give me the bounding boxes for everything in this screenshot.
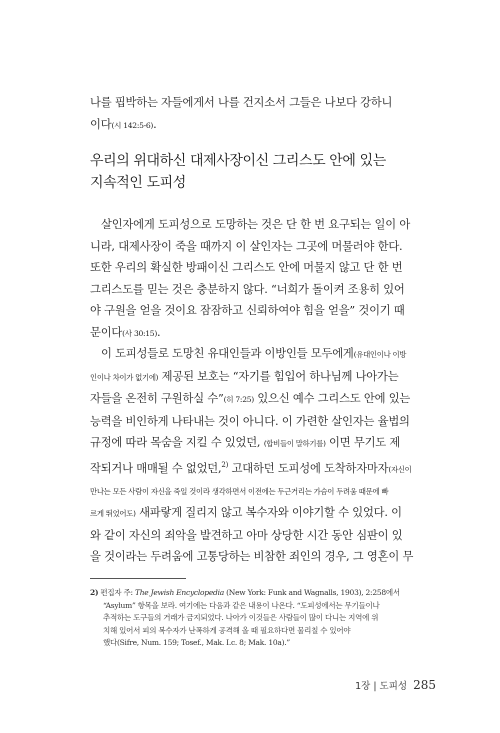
text-span: 새파랗게 질리지 않고 복수자와 이야기할 수 있었다. 이 bbox=[135, 506, 402, 520]
page-footer bbox=[355, 678, 436, 692]
text-line bbox=[90, 502, 435, 525]
text-span: 이다 bbox=[90, 117, 112, 131]
text-line: 살인자에게 도피성으로 도망하는 것은 단 한 번 요구되는 일이 아 bbox=[101, 218, 411, 231]
footnote-line: 했다(Sifre, Num. 159; Tosef., Mak. I.c. 8; Mak. 10a).” bbox=[103, 638, 290, 648]
footnote-divider bbox=[90, 578, 186, 579]
aside-note: 르게 뛰었어도) bbox=[90, 509, 136, 519]
aside-note: (자신이 bbox=[388, 464, 412, 474]
text-line bbox=[90, 455, 435, 480]
aside-note: (유대인이나 이방 bbox=[353, 350, 407, 359]
text-span: 이면 무기도 제 bbox=[325, 436, 401, 449]
text-line bbox=[90, 322, 435, 345]
text-span: . bbox=[153, 117, 157, 131]
footnote-line: “Asylum” 항목을 보라. 여기에는 다음과 같은 내용이 나온다. “도피성에서는 무기들이나 bbox=[103, 600, 380, 610]
text-line bbox=[90, 366, 435, 389]
text-span: 편집자 주: bbox=[100, 588, 135, 597]
aside-note: (합비들이 말하기를) bbox=[263, 439, 326, 448]
footnote-number: 2) bbox=[90, 588, 99, 597]
text-span: (New York: Funk and Wagnalls, 1903), 2:258에서 bbox=[223, 588, 400, 597]
scripture-reference: (사 30:15) bbox=[122, 328, 157, 338]
footnote-marker: 2) bbox=[221, 460, 229, 469]
text-line: 야 구원을 얻을 것이요 잠잠하고 신뢰하여야 힘을 얻을” 것이기 때 bbox=[90, 304, 405, 317]
text-span: 고대하던 도피성에 도착하자마자 bbox=[228, 461, 389, 475]
text-line: 을 것이라는 두려움에 고통당하는 비참한 죄인의 경우, 그 영혼이 무 bbox=[90, 550, 414, 564]
text-line: 나를 핍박하는 자들에게서 나를 건지소서 그들은 나보다 강하니 bbox=[90, 96, 393, 109]
top-paragraph bbox=[90, 92, 435, 136]
text-line bbox=[90, 480, 435, 503]
heading-line: 지속적인 도피성 bbox=[90, 175, 186, 191]
scripture-reference: (시 142:5-6) bbox=[111, 120, 154, 130]
body-paragraph-2 bbox=[90, 343, 435, 568]
text-line bbox=[90, 432, 435, 455]
text-span: 있으신 예수 그리스도 안에 있는 bbox=[253, 392, 411, 405]
aside-note: 만나는 모든 사람이 자신을 죽일 것이라 생각하면서 이전에는 두근거리는 가슴이 두려움 때문에 빠 bbox=[90, 486, 389, 496]
footnote-line: 치해 있어서 피의 복수자가 난폭하게 공격해 올 때 필요하다면 물리칠 수 있어야 bbox=[103, 625, 351, 635]
text-span: 이 도피성들로 도망친 유대인들과 이방인들 모두에게 bbox=[101, 347, 354, 360]
text-line bbox=[90, 388, 435, 411]
scripture-reference: (히 7:25) bbox=[223, 395, 254, 404]
text-line: 그리스도를 믿는 것은 충분하지 않다. “너희가 돌이켜 조용히 있어 bbox=[90, 282, 405, 296]
text-span: 자들을 온전히 구원하실 수” bbox=[90, 392, 224, 405]
footnote-line bbox=[90, 587, 435, 600]
text-span: 문이다 bbox=[90, 325, 123, 339]
section-heading bbox=[90, 150, 435, 194]
heading-line: 우리의 위대하신 대제사장이신 그리스도 안에 있는 bbox=[90, 153, 386, 169]
text-line bbox=[90, 343, 435, 366]
text-line bbox=[90, 114, 435, 137]
body-paragraph-1 bbox=[90, 214, 435, 344]
page-number: 285 bbox=[413, 678, 436, 692]
text-span: 제공된 보호는 “자기를 힘입어 하나님께 나아가는 bbox=[158, 369, 399, 383]
book-title: The Jewish Encyclopedia bbox=[134, 588, 224, 597]
text-line: 능력을 비인하게 나타내는 것이 아니다. 이 가련한 살인자는 율법의 bbox=[90, 414, 410, 428]
text-span: . bbox=[157, 325, 161, 339]
aside-note: 인이나 차이가 없기에) bbox=[90, 372, 159, 382]
text-line: 니라, 대제사장이 죽을 때까지 이 살인자는 그곳에 머물러야 한다. bbox=[90, 239, 403, 253]
text-line: 또한 우리의 확실한 방패이신 그리스도 안에 머물지 않고 단 한 번 bbox=[90, 261, 403, 274]
footnote-line: 추적하는 도구들의 거래가 금지되었다. 나아가 이것들은 사람들이 많이 다니는 지역에 위 bbox=[103, 613, 379, 623]
text-span: 작되거나 매매될 수 없었던, bbox=[90, 461, 222, 475]
text-span: 규정에 따라 목숨을 지킬 수 있었던, bbox=[90, 436, 264, 449]
running-footer-chapter: 1장 | 도피성 bbox=[355, 681, 408, 692]
footnote bbox=[90, 587, 435, 650]
text-line: 와 같이 자신의 죄악을 발견하고 아마 상당한 시간 동안 심판이 있 bbox=[90, 528, 403, 542]
